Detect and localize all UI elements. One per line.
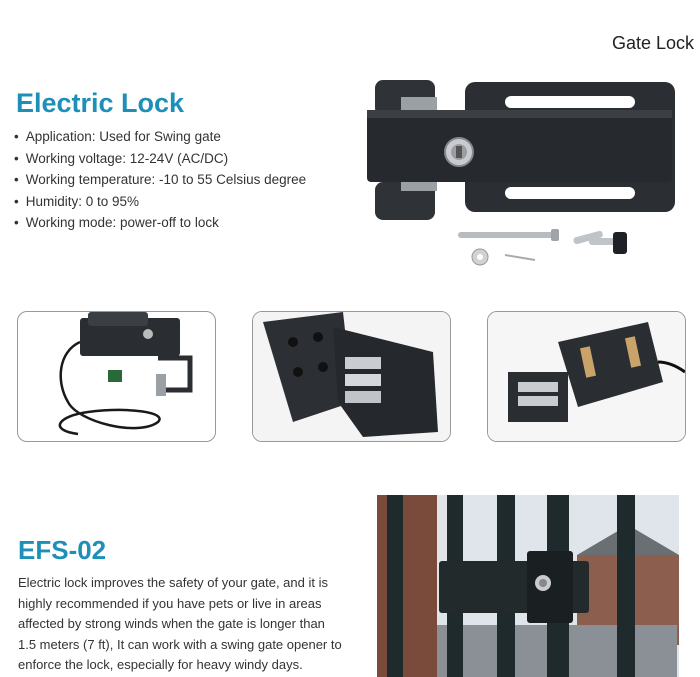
spec-item: • Humidity: 0 to 95% [14,191,306,213]
category-label: Gate Lock [611,33,694,53]
spec-item: • Working voltage: 12-24V (AC/DC) [14,148,306,170]
model-name: EFS-02 [18,535,107,565]
lock-with-cable-thumbnail [17,311,216,442]
installed-gate-photo [377,495,679,677]
lock-bolt-closeup-thumbnail [252,311,451,442]
spec-item: • Working mode: power-off to lock [14,212,306,234]
electric-lock-product-image [355,72,685,272]
spec-item: • Working temperature: -10 to 55 Celsius degree [14,169,306,191]
spec-item: • Application: Used for Swing gate [14,126,306,148]
product-title: Electric Lock [16,88,185,118]
lock-mounted-strike-thumbnail [487,311,686,442]
model-description: Electric lock improves the safety of your gate, and it is highly recommended if you have pets or live in areas affected by strong winds when the gate is longer than 1.5 meters (7 ft), It can work with a swing gate opener to enforce the lock, especially for heavy windy days. [18,575,342,672]
spec-list [14,126,306,234]
